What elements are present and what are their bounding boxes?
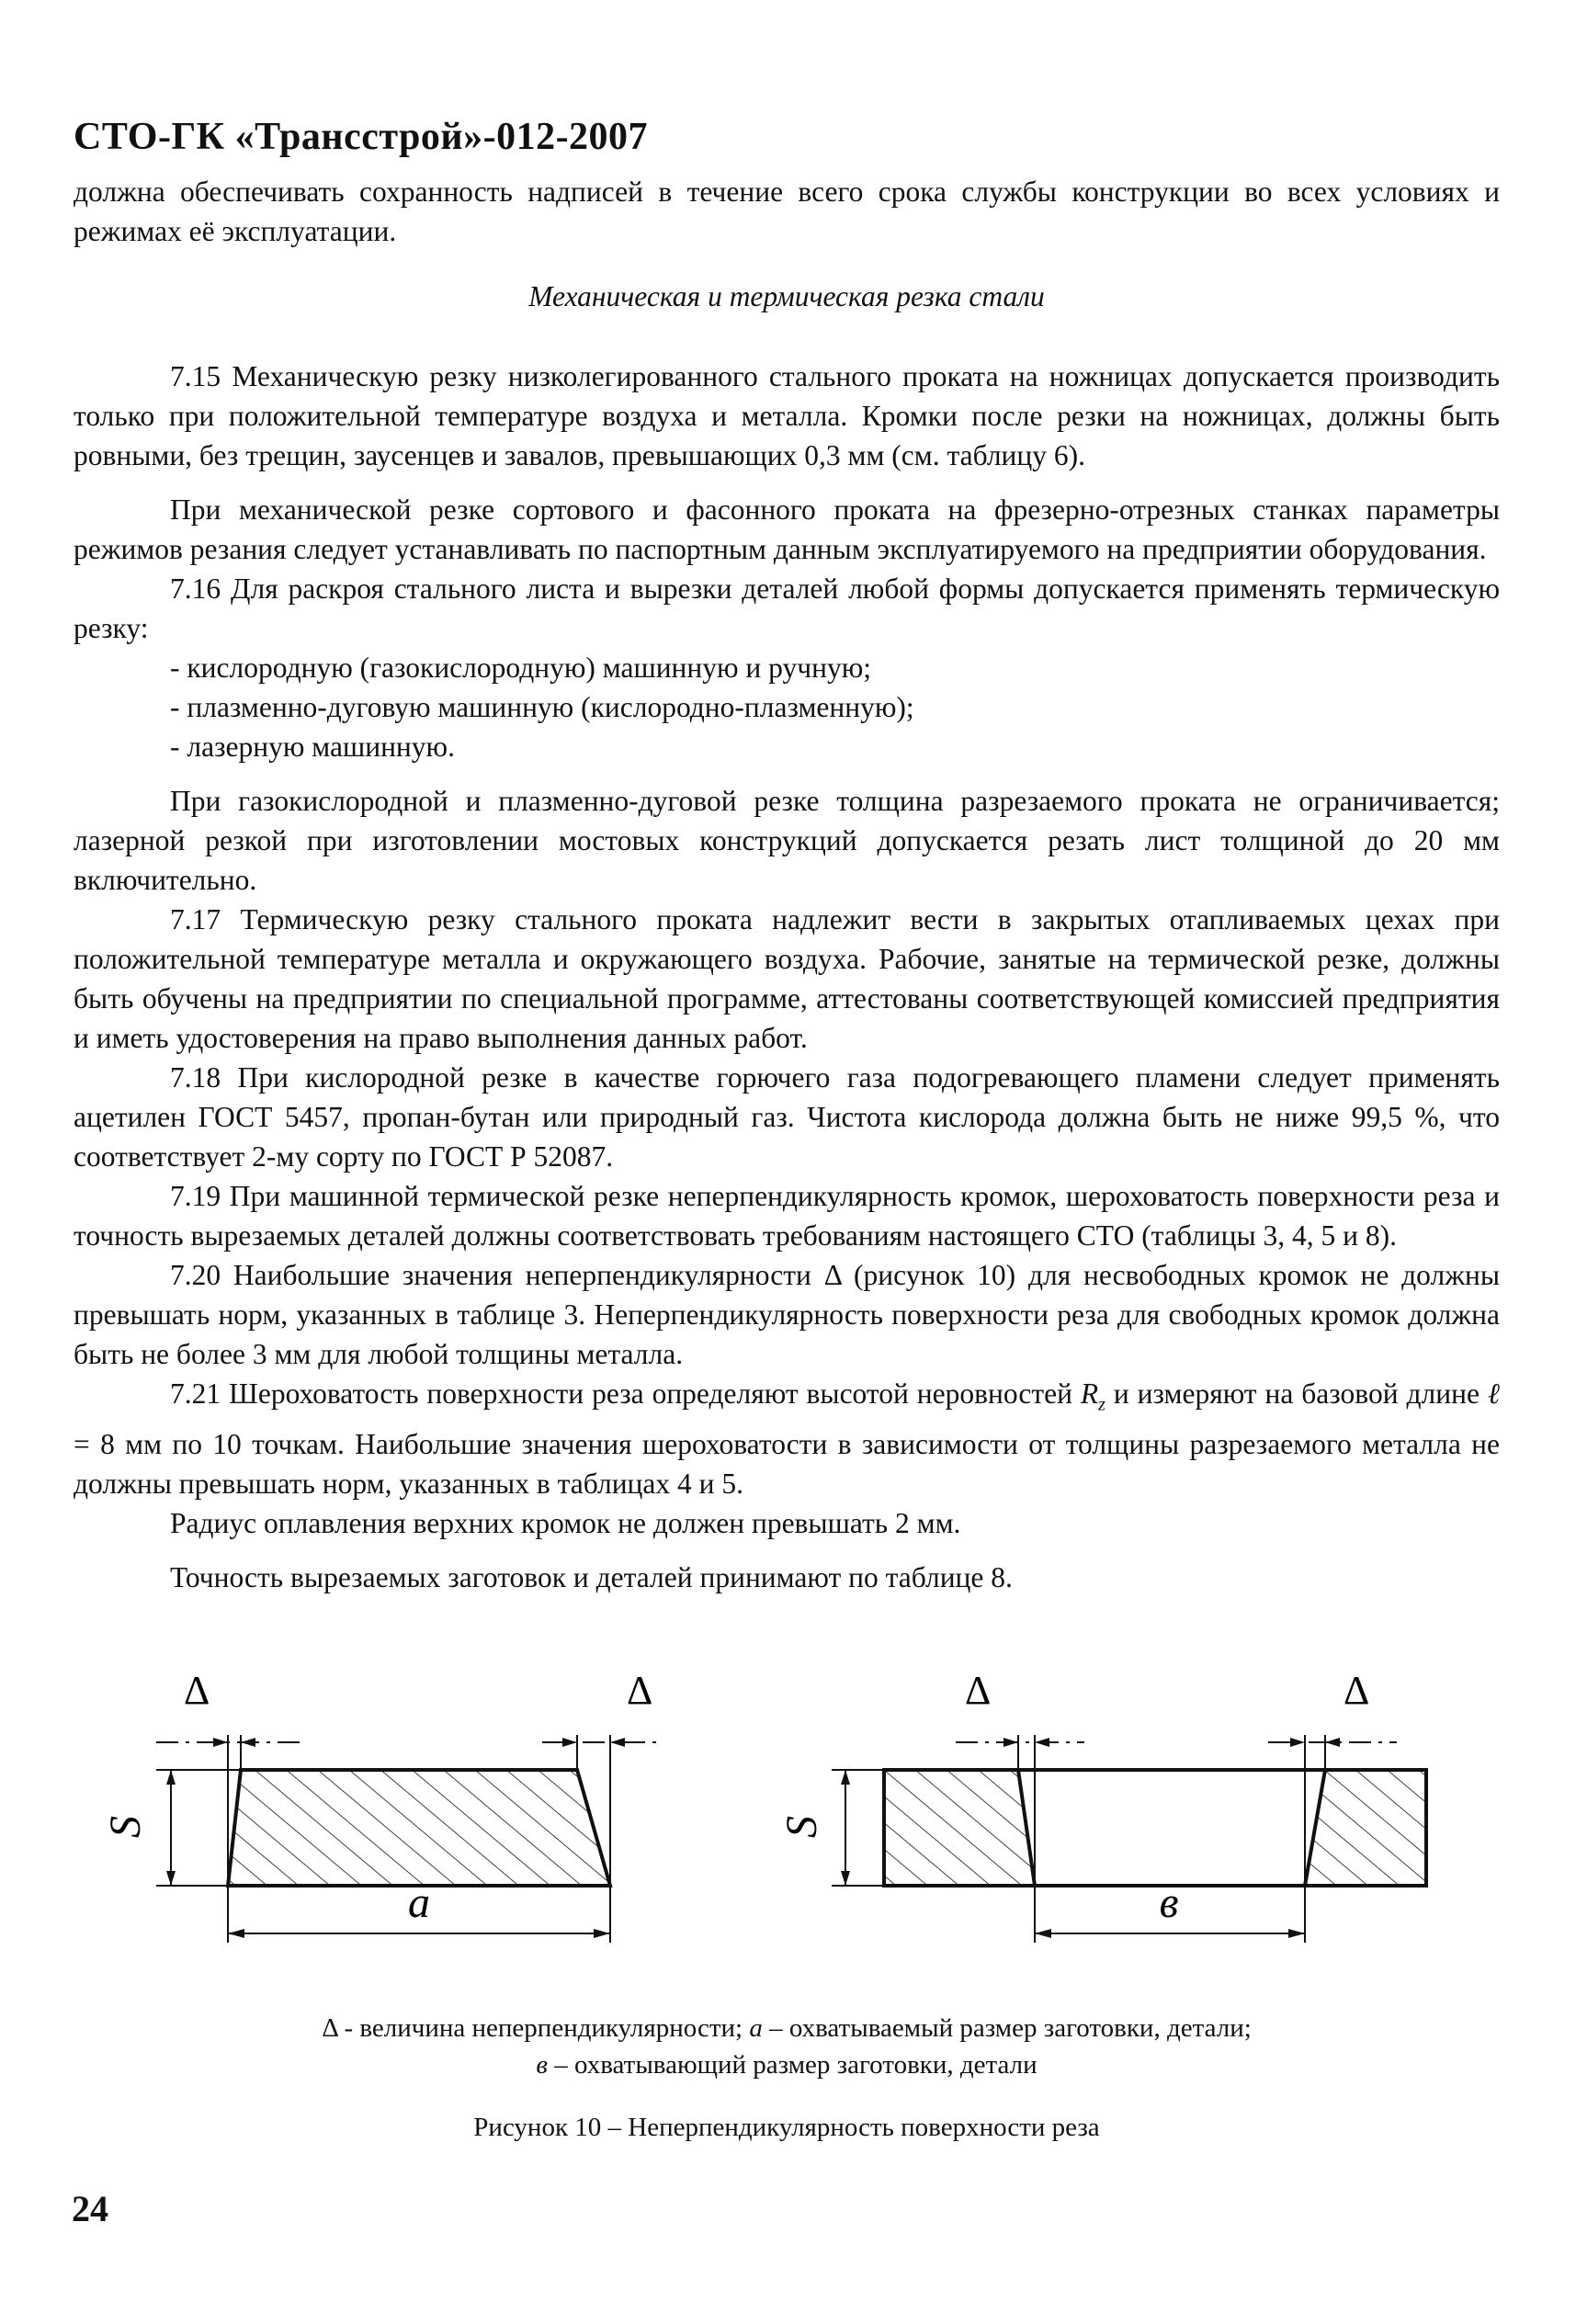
paragraph-7-17: 7.17 Термическую резку стального проката надлежит вести в закрытых отапливаемых цехах при положительной температуре металла и окружающего воздуха. Рабочие, занятые на термической резке, должны быть обучены на предприятии по специальной программе, аттестованы соответствующей комиссией предприятия и иметь удостоверения на право выполнения данных работ.: [74, 903, 1500, 1054]
paragraph-accuracy: Точность вырезаемых заготовок и деталей принимают по таблице 8.: [170, 1561, 1013, 1594]
paragraph-7-16-cont: При газокислородной и плазменно-дуговой резке толщина разрезаемого проката не ограничивается; лазерной резкой при изготовлении мостовых конструкций допускается резать лист толщиной до 20 мм включительно.: [74, 785, 1500, 896]
list-item-plasma: - плазменно-дуговую машинную (кислородно-плазменную);: [170, 691, 914, 723]
thickness-label-left: S: [101, 1816, 150, 1838]
dimension-a-label: a: [408, 1878, 430, 1927]
paragraph-7-15-cont: При механической резке сортового и фасонного проката на фрезерно-отрезных станках параметры режимов резания следует устанавливать по паспортным данным эксплуатируемого на предприятии оборудования.: [74, 493, 1500, 565]
paragraph-7-18: 7.18 При кислородной резке в качестве горючего газа подогревающего пламени следует применять ацетилен ГОСТ 5457, пропан-бутан или природный газ. Чистота кислорода должна быть не ниже 99,5 %, что соответствует 2-му сорту по ГОСТ Р 52087.: [74, 1061, 1500, 1173]
figure-legend-line-1: Δ - величина неперпендикулярности; а – охватываемый размер заготовки, детали;: [322, 2013, 1252, 2043]
paragraph-7-15: 7.15 Механическую резку низколегированного стального проката на ножницах допускается производить только при положительной температуре воздуха и металла. Кромки после резки на ножницах, должны быть ровными, без трещин, заусенцев и завалов, превышающих 0,3 мм (см. таблицу 6).: [74, 360, 1500, 471]
left-section-diagram: [101, 1668, 662, 1943]
page-number: 24: [72, 2188, 108, 2229]
paragraph-7-16: 7.16 Для раскроя стального листа и вырезки деталей любой формы допускается применять термическую резку:: [74, 572, 1500, 644]
figure-10-drawing: [0, 1636, 1576, 1927]
paragraph-7-19: 7.19 При машинной термической резке неперпендикулярность кромок, шероховатость поверхности реза и точность вырезаемых деталей должны соответствовать требованиям настоящего СТО (таблицы 3, 4, 5 и 8).: [74, 1180, 1500, 1252]
thickness-label-right: S: [777, 1816, 826, 1838]
document-body: [74, 172, 1500, 1597]
figure-legend-line-2: в – охватывающий размер заготовки, детали: [536, 2050, 1037, 2080]
document-header-code: СТО-ГК «Трансстрой»-012-2007: [74, 116, 649, 158]
dimension-b-label: в: [1159, 1878, 1179, 1927]
paragraph-radius: Радиус оплавления верхних кромок не должен превышать 2 мм.: [170, 1507, 961, 1540]
intro-paragraph: должна обеспечивать сохранность надписей в течение всего срока службы конструкции во всех условиях и режимах её эксплуатации.: [74, 176, 1500, 247]
delta-label-right-1: Δ: [965, 1668, 992, 1713]
delta-label-left-2: Δ: [627, 1668, 653, 1713]
list-item-oxygen: - кислородную (газокислородную) машинную и ручную;: [170, 652, 871, 684]
paragraph-7-21: 7.21 Шероховатость поверхности реза определяют высотой неровностей $R_z$ и измеряют на базовой длине ℓ = 8 мм по 10 точкам. Наибольшие значения шероховатости в зависимости от толщины разрезаемого металла не должны превышать норм, указанных в таблицах 4 и 5.: [74, 1377, 1501, 1501]
section-title: Механическая и термическая резка стали: [528, 280, 1045, 312]
paragraph-7-20: 7.20 Наибольшие значения неперпендикулярности Δ (рисунок 10) для несвободных кромок не должны превышать норм, указанных в таблице 3. Неперпендикулярность поверхности реза для свободных кромок должна быть не более 3 мм для любой толщины металла.: [74, 1259, 1500, 1370]
delta-label-right-2: Δ: [1344, 1668, 1370, 1713]
right-section-diagram: [777, 1668, 1426, 1943]
list-item-laser: - лазерную машинную.: [170, 731, 455, 763]
delta-label-left-1: Δ: [184, 1668, 210, 1713]
figure-title: Рисунок 10 – Неперпендикулярность поверхности реза: [473, 2113, 1100, 2142]
